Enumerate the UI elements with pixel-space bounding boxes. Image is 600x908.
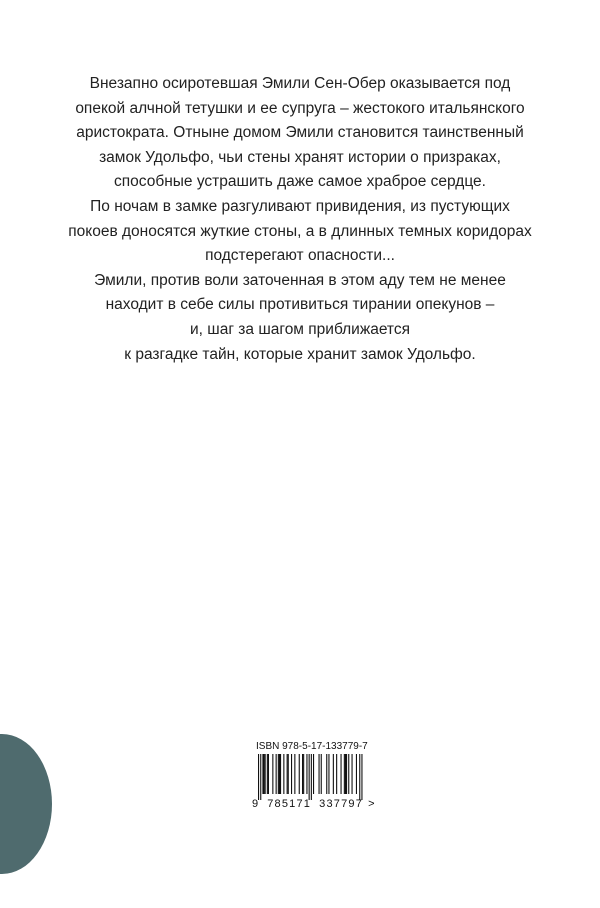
barcode-bar xyxy=(311,754,312,800)
isbn-barcode-block xyxy=(252,741,375,810)
barcode-bar xyxy=(356,754,357,794)
barcode-bar xyxy=(352,754,353,794)
barcode-bar xyxy=(265,754,266,794)
description-line-8: подстерегают опасности... xyxy=(205,247,395,265)
ean13-barcode xyxy=(258,754,364,800)
barcode-bar xyxy=(319,754,320,794)
barcode-bar xyxy=(336,754,337,794)
barcode-bar xyxy=(359,754,360,800)
ean-left-group: 785171 xyxy=(267,798,312,810)
barcode-bar xyxy=(280,754,281,794)
barcode-bar xyxy=(287,754,288,794)
barcode-bar xyxy=(313,754,314,794)
description-line-10: находит в себе силы противиться тирании опекунов – xyxy=(105,296,495,314)
description-line-9: Эмили, против воли заточенная в этом аду тем не менее xyxy=(94,271,506,289)
description-line-4: замок Удольфо, чьи стены хранят истории о призраках, xyxy=(99,148,501,166)
description-line-12: к разгадке тайн, которые хранит замок Удольфо. xyxy=(124,345,476,363)
barcode-bar xyxy=(272,754,273,794)
barcode-bar xyxy=(299,754,300,794)
barcode-bar xyxy=(344,754,345,794)
description-line-2: опекой алчной тетушки и ее супруга – жестокого итальянского xyxy=(75,99,525,117)
decorative-semicircle xyxy=(0,734,52,874)
isbn-label: ISBN 978-5-17-133779-7 xyxy=(256,741,368,752)
barcode-bar xyxy=(333,754,334,794)
ean-digits xyxy=(252,798,375,810)
barcode-bar xyxy=(262,754,263,794)
barcode-bar xyxy=(267,754,268,794)
barcode-bar xyxy=(345,754,346,794)
barcode-bar xyxy=(288,754,289,794)
barcode-bar xyxy=(309,754,310,800)
barcode-bar xyxy=(303,754,304,794)
ean-first-digit: 9 xyxy=(252,798,259,810)
barcode-bar xyxy=(346,754,347,794)
barcode-bar xyxy=(260,754,261,800)
barcode-bar xyxy=(291,754,292,794)
description-line-5: способные устрашить даже самое храброе сердце. xyxy=(114,173,486,191)
barcode-bar xyxy=(264,754,265,794)
barcode-bar xyxy=(258,754,259,800)
barcode-bar xyxy=(321,754,322,794)
description-line-6: По ночам в замке разгуливают привидения, из пустующих xyxy=(90,197,510,215)
barcode-bar xyxy=(328,754,329,794)
barcode-bar xyxy=(294,754,295,794)
barcode-bar xyxy=(268,754,269,794)
description-line-3: аристократа. Отныне домом Эмили становится таинственный xyxy=(76,124,524,142)
ean-quiet-mark: > xyxy=(368,798,375,810)
description-line-11: и, шаг за шагом приближается xyxy=(190,320,410,338)
barcode-bar xyxy=(276,754,277,794)
barcode-bar xyxy=(302,754,303,794)
barcode-bar xyxy=(341,754,342,794)
barcode-bar xyxy=(306,754,307,794)
barcode-bar xyxy=(326,754,327,794)
description-line-1: Внезапно осиротевшая Эмили Сен-Обер оказывается под xyxy=(89,75,511,92)
ean-right-group: 337797 xyxy=(319,798,364,810)
barcode-bar xyxy=(283,754,284,794)
description-line-7: покоев доносятся жуткие стоны, а в длинных темных коридорах xyxy=(68,222,532,240)
barcode-bar xyxy=(361,754,362,800)
barcode-bar xyxy=(348,754,349,794)
barcode-bar xyxy=(279,754,280,794)
book-description xyxy=(60,72,540,367)
barcode-bar xyxy=(278,754,279,794)
